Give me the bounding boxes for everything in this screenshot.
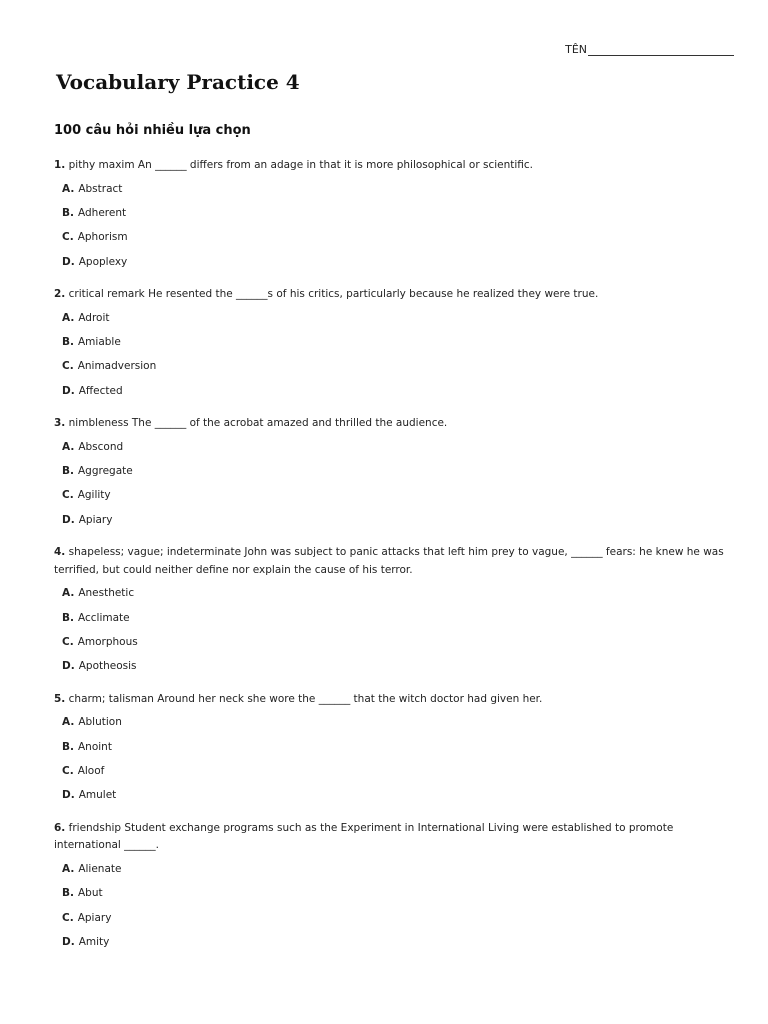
question-number: 3.	[54, 417, 66, 430]
option-b[interactable]	[62, 201, 724, 225]
option-c[interactable]	[62, 483, 724, 507]
option-text: Animadversion	[77, 360, 157, 373]
question-prompt: friendship Student exchange programs such as the Experiment in International Living were established to promote international ______.	[54, 821, 674, 852]
option-letter: C.	[62, 635, 74, 648]
option-letter: D.	[62, 384, 75, 397]
question-text	[54, 157, 724, 175]
option-c[interactable]	[62, 906, 724, 930]
option-text: Abut	[78, 887, 103, 900]
option-text: Amulet	[78, 789, 117, 802]
question-text	[54, 691, 724, 709]
option-b[interactable]	[62, 459, 724, 483]
name-blank-line[interactable]	[588, 43, 734, 56]
question-2	[54, 286, 724, 403]
option-text: Agility	[77, 489, 111, 502]
option-b[interactable]	[62, 606, 724, 630]
option-b[interactable]	[62, 330, 724, 354]
option-letter: C.	[62, 489, 74, 502]
option-letter: D.	[62, 935, 75, 948]
option-letter: B.	[62, 465, 74, 478]
option-text: Adroit	[78, 311, 110, 324]
question-3	[54, 415, 724, 532]
option-text: Anesthetic	[78, 587, 135, 600]
question-6	[54, 820, 724, 955]
option-letter: B.	[62, 611, 74, 624]
option-text: Abscond	[78, 440, 124, 453]
option-a[interactable]	[62, 857, 724, 881]
option-letter: A.	[62, 862, 75, 875]
option-text: Affected	[78, 384, 123, 397]
option-text: Ablution	[78, 716, 122, 729]
option-letter: B.	[62, 740, 74, 753]
option-b[interactable]	[62, 881, 724, 905]
option-letter: C.	[62, 231, 74, 244]
question-number: 1.	[54, 159, 66, 171]
question-4	[54, 544, 724, 679]
option-text: Aggregate	[78, 465, 133, 478]
option-letter: C.	[62, 765, 74, 778]
option-d[interactable]	[62, 508, 724, 532]
question-number: 6.	[54, 821, 66, 834]
option-d[interactable]	[62, 783, 724, 807]
question-text	[54, 286, 724, 304]
option-d[interactable]	[62, 250, 724, 274]
option-letter: B.	[62, 887, 74, 900]
option-text: Anoint	[78, 740, 112, 753]
option-c[interactable]	[62, 225, 724, 249]
option-text: Aphorism	[77, 231, 128, 244]
question-number: 2.	[54, 288, 66, 301]
question-text	[54, 820, 724, 855]
option-text: Apoplexy	[78, 255, 128, 268]
option-letter: C.	[62, 360, 74, 373]
name-field	[565, 43, 734, 56]
option-a[interactable]	[62, 435, 724, 459]
option-text: Acclimate	[78, 611, 130, 624]
question-prompt: nimbleness The ______ of the acrobat amazed and thrilled the audience.	[68, 417, 448, 430]
option-letter: B.	[62, 206, 74, 219]
option-letter: B.	[62, 335, 74, 348]
option-text: Amity	[78, 935, 110, 948]
option-text: Abstract	[78, 182, 123, 195]
question-prompt: critical remark He resented the ______s of his critics, particularly because he realized they were true.	[68, 288, 599, 301]
question-text	[54, 415, 724, 433]
option-text: Alienate	[78, 862, 122, 875]
question-number: 4.	[54, 546, 66, 559]
option-text: Amiable	[78, 335, 121, 348]
question-prompt: pithy maxim An ______ differs from an adage in that it is more philosophical or scientific.	[68, 159, 534, 171]
option-list	[54, 306, 724, 404]
option-letter: A.	[62, 587, 75, 600]
option-text: Aloof	[77, 765, 105, 778]
option-text: Apotheosis	[78, 660, 137, 673]
option-letter: D.	[62, 513, 75, 526]
option-list	[54, 435, 724, 533]
page-title: Vocabulary Practice 4	[56, 70, 300, 94]
option-text: Adherent	[78, 206, 127, 219]
option-a[interactable]	[62, 710, 724, 734]
option-letter: D.	[62, 255, 75, 268]
option-list	[54, 710, 724, 808]
option-letter: D.	[62, 789, 75, 802]
option-letter: A.	[62, 182, 75, 195]
option-letter: A.	[62, 311, 75, 324]
option-d[interactable]	[62, 930, 724, 954]
option-a[interactable]	[62, 581, 724, 605]
option-d[interactable]	[62, 379, 724, 403]
option-letter: A.	[62, 440, 75, 453]
question-prompt: shapeless; vague; indeterminate John was subject to panic attacks that left him prey to vague, ______ fears: he knew he was terrified, but could neither define nor explain the cause of his terror.	[54, 546, 724, 576]
option-text: Apiary	[78, 513, 113, 526]
option-c[interactable]	[62, 759, 724, 783]
option-text: Apiary	[77, 911, 112, 924]
section-subtitle: 100 câu hỏi nhiều lựa chọn	[54, 123, 251, 138]
option-d[interactable]	[62, 654, 724, 678]
option-c[interactable]	[62, 354, 724, 378]
question-list	[54, 157, 724, 966]
option-list	[54, 177, 724, 275]
question-1	[54, 157, 724, 274]
option-list	[54, 581, 724, 679]
question-text	[54, 544, 724, 579]
option-letter: C.	[62, 911, 74, 924]
question-prompt: charm; talisman Around her neck she wore the ______ that the witch doctor had given her.	[68, 692, 543, 705]
option-c[interactable]	[62, 630, 724, 654]
name-label: TÊN	[565, 43, 587, 56]
option-list	[54, 857, 724, 955]
option-a[interactable]	[62, 177, 724, 201]
option-a[interactable]	[62, 306, 724, 330]
option-letter: A.	[62, 716, 75, 729]
option-letter: D.	[62, 660, 75, 673]
question-number: 5.	[54, 692, 66, 705]
question-5	[54, 691, 724, 808]
option-b[interactable]	[62, 735, 724, 759]
option-text: Amorphous	[77, 635, 138, 648]
